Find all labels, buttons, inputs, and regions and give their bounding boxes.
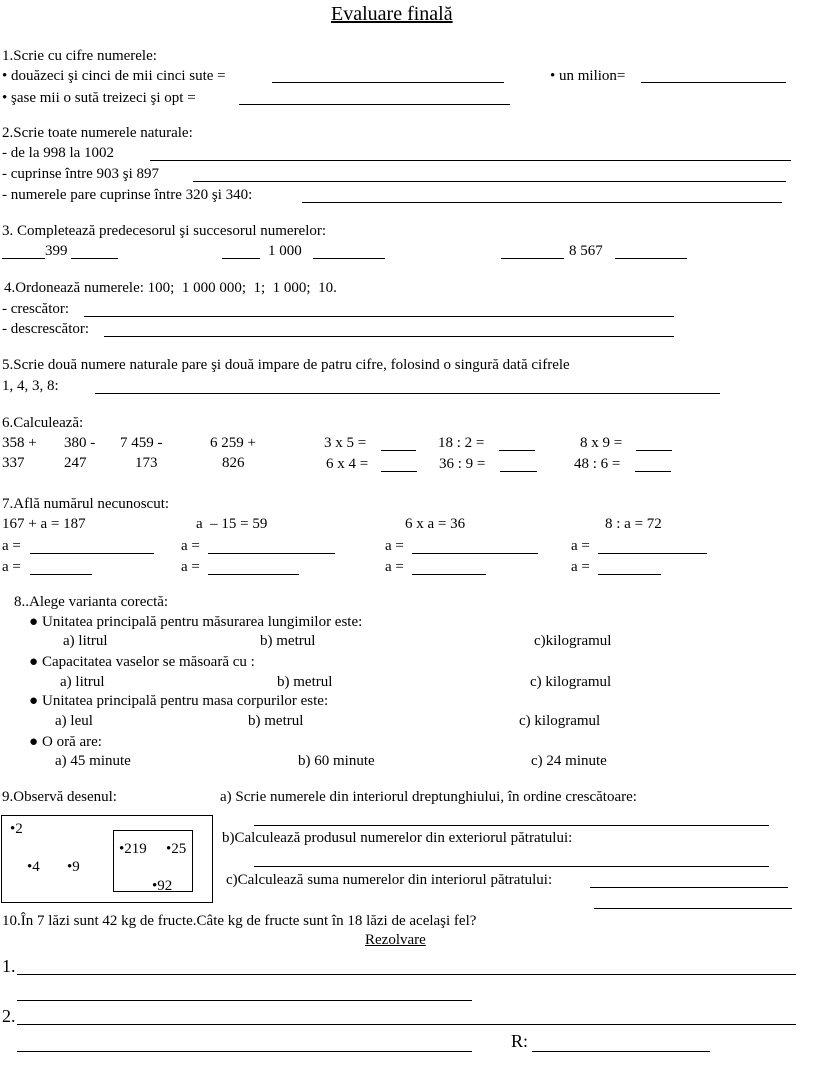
ex9-answer-b[interactable] — [254, 866, 769, 867]
ex7-eq-1: 167 + a = 187 — [2, 516, 86, 532]
ex10-step-2-line-2[interactable] — [17, 1051, 472, 1052]
ex2-answer-b[interactable] — [193, 181, 786, 182]
ex7-a-1-2: a = — [181, 538, 200, 554]
ex3-succ-3[interactable] — [615, 258, 687, 259]
ex9-heading: 9.Observă desenul: — [2, 789, 117, 805]
ex6-col2-top: 380 - — [64, 435, 96, 451]
ex6-col3-bottom: 173 — [135, 455, 158, 471]
ex6-col4-bottom: 826 — [222, 455, 245, 471]
ex7-a-1-3: a = — [385, 538, 404, 554]
ex10-step-1-line-2[interactable] — [17, 1000, 472, 1001]
ex8-q4: O oră are: — [42, 734, 102, 750]
ex1-item-a: • douăzeci şi cinci de mii cinci sute = — [2, 68, 226, 84]
ex7-a-2-4: a = — [571, 559, 590, 575]
ex8-bullet-icon: ● — [29, 654, 39, 670]
ex10-result-label: R: — [511, 1031, 529, 1051]
ex2-heading: 2.Scrie toate numerele naturale: — [2, 125, 193, 141]
ex8-q3-option-b[interactable]: b) metrul — [248, 713, 304, 729]
ex6-div-2: 36 : 9 = — [439, 456, 486, 472]
ex4-ascending-answer[interactable] — [84, 316, 674, 317]
ex6-div-2-answer[interactable] — [500, 471, 537, 472]
ex9-question-c: c)Calculează suma numerelor din interiorul pătratului: — [226, 872, 553, 888]
ex7-heading: 7.Află numărul necunoscut: — [2, 496, 170, 512]
ex9-answer-c-2[interactable] — [594, 908, 792, 909]
ex1-answer-a[interactable] — [272, 82, 504, 83]
ex9-answer-a[interactable] — [254, 825, 769, 826]
ex10-step-2: 2. — [2, 1006, 16, 1026]
ex8-q1-option-c[interactable]: c)kilogramul — [534, 633, 612, 649]
ex6-col2-bottom: 247 — [64, 455, 87, 471]
ex7-line-1-4[interactable] — [598, 553, 707, 554]
ex8-q4-option-b[interactable]: b) 60 minute — [298, 753, 375, 769]
ex1-item-b: • un milion= — [550, 68, 626, 84]
ex7-line-1-1[interactable] — [30, 553, 154, 554]
ex7-eq-4: 8 : a = 72 — [605, 516, 662, 532]
ex7-line-1-3[interactable] — [412, 553, 538, 554]
ex7-line-2-4[interactable] — [598, 574, 661, 575]
ex2-item-c: - numerele pare cuprinse între 320 şi 340: — [2, 187, 253, 203]
ex10-rezolvare: Rezolvare — [365, 932, 426, 948]
ex1-answer-b[interactable] — [641, 82, 786, 83]
ex6-mult-3-answer[interactable] — [381, 471, 417, 472]
ex9-question-b: b)Calculează produsul numerelor din exteriorul pătratului: — [222, 830, 573, 846]
ex8-q2: Capacitatea vaselor se măsoară cu : — [42, 654, 255, 670]
ex2-answer-a[interactable] — [150, 160, 791, 161]
ex8-q1-option-a[interactable]: a) litrul — [63, 633, 108, 649]
ex6-div-3: 48 : 6 = — [574, 456, 621, 472]
ex7-line-2-2[interactable] — [208, 574, 299, 575]
ex7-a-1-1: a = — [2, 538, 21, 554]
ex5-answer[interactable] — [95, 393, 720, 394]
ex7-line-2-1[interactable] — [30, 574, 92, 575]
ex10-heading: 10.În 7 lăzi sunt 42 kg de fructe.Câte kg de fructe sunt în 18 lăzi de acelaşi fel? — [2, 913, 477, 929]
ex2-answer-c[interactable] — [302, 202, 782, 203]
ex8-q2-option-a[interactable]: a) litrul — [60, 674, 105, 690]
ex6-mult-2: 8 x 9 = — [580, 435, 623, 451]
ex6-div-1: 18 : 2 = — [438, 435, 485, 451]
drawing-number-219: •219 — [119, 841, 147, 857]
ex8-bullet-icon: ● — [29, 734, 39, 750]
ex6-mult-1: 3 x 5 = — [324, 435, 367, 451]
ex6-mult-2-answer[interactable] — [636, 450, 672, 451]
ex7-a-2-3: a = — [385, 559, 404, 575]
ex6-mult-1-answer[interactable] — [381, 450, 416, 451]
ex8-q1-option-b[interactable]: b) metrul — [260, 633, 316, 649]
ex8-q2-option-b[interactable]: b) metrul — [277, 674, 333, 690]
drawing-number-4: •4 — [27, 859, 40, 875]
drawing-number-9: •9 — [67, 859, 80, 875]
ex8-q3-option-c[interactable]: c) kilogramul — [519, 713, 601, 729]
ex4-heading: 4.Ordonează numerele: 100; 1 000 000; 1; 1 000; 10. — [4, 280, 337, 296]
ex6-col3-top: 7 459 - — [120, 435, 163, 451]
ex8-q4-option-a[interactable]: a) 45 minute — [55, 753, 131, 769]
ex8-q1: Unitatea principală pentru măsurarea lungimilor este: — [42, 614, 363, 630]
ex9-question-a: a) Scrie numerele din interiorul dreptunghiului, în ordine crescătoare: — [220, 789, 637, 805]
ex2-item-b: - cuprinse între 903 şi 897 — [2, 166, 160, 182]
ex7-eq-3: 6 x a = 36 — [405, 516, 466, 532]
ex8-bullet-icon: ● — [29, 693, 39, 709]
ex6-div-1-answer[interactable] — [499, 450, 535, 451]
ex10-step-2-line-1[interactable] — [17, 1024, 796, 1025]
ex10-step-1: 1. — [2, 956, 16, 976]
ex9-answer-c-1[interactable] — [590, 887, 788, 888]
ex6-col1-bottom: 337 — [2, 455, 25, 471]
ex3-heading: 3. Completează predecesorul şi succesorul numerelor: — [2, 223, 327, 239]
ex6-col4-top: 6 259 + — [210, 435, 256, 451]
ex8-q3-option-a[interactable]: a) leul — [55, 713, 93, 729]
ex3-succ-2[interactable] — [313, 258, 385, 259]
ex6-mult-3: 6 x 4 = — [326, 456, 369, 472]
drawing-number-2: •2 — [10, 821, 23, 837]
ex10-step-1-line-1[interactable] — [17, 974, 796, 975]
ex1-heading: 1.Scrie cu cifre numerele: — [2, 48, 157, 64]
ex7-line-2-3[interactable] — [412, 574, 486, 575]
ex1-answer-c[interactable] — [239, 104, 510, 105]
ex10-result-answer[interactable] — [532, 1051, 710, 1052]
ex5-digits: 1, 4, 3, 8: — [2, 378, 59, 394]
ex6-heading: 6.Calculează: — [2, 415, 84, 431]
drawing-number-25: •25 — [166, 841, 187, 857]
ex8-heading: 8..Alege varianta corectă: — [14, 594, 169, 610]
ex8-q3: Unitatea principală pentru masa corpurilor este: — [42, 693, 329, 709]
drawing-number-92: •92 — [152, 878, 173, 894]
ex3-succ-1[interactable] — [71, 258, 118, 259]
ex3-number-2: 1 000 — [268, 243, 302, 259]
ex8-q2-option-c[interactable]: c) kilogramul — [530, 674, 612, 690]
ex7-eq-2: a – 15 = 59 — [196, 516, 268, 532]
ex2-item-a: - de la 998 la 1002 — [2, 145, 115, 161]
ex1-item-c: • şase mii o sută treizeci şi opt = — [2, 90, 196, 106]
ex7-a-2-1: a = — [2, 559, 21, 575]
ex8-bullet-icon: ● — [29, 614, 39, 630]
ex4-descending: - descrescător: — [2, 321, 90, 337]
ex7-a-1-4: a = — [571, 538, 590, 554]
ex6-col1-top: 358 + — [2, 435, 37, 451]
page-title: Evaluare finală — [331, 3, 453, 25]
ex6-div-3-answer[interactable] — [635, 471, 671, 472]
ex7-a-2-2: a = — [181, 559, 200, 575]
ex4-descending-answer[interactable] — [104, 336, 674, 337]
ex3-pred-3[interactable] — [501, 258, 564, 259]
ex4-ascending: - crescător: — [2, 301, 70, 317]
ex8-q4-option-c[interactable]: c) 24 minute — [531, 753, 607, 769]
ex7-line-1-2[interactable] — [208, 553, 335, 554]
ex3-number-1: 399 — [45, 243, 68, 259]
ex5-heading: 5.Scrie două numere naturale pare şi două impare de patru cifre, folosind o singură dată cifrele — [2, 357, 570, 373]
ex3-pred-1[interactable] — [2, 258, 45, 259]
ex3-pred-2[interactable] — [222, 258, 260, 259]
ex3-number-3: 8 567 — [569, 243, 603, 259]
